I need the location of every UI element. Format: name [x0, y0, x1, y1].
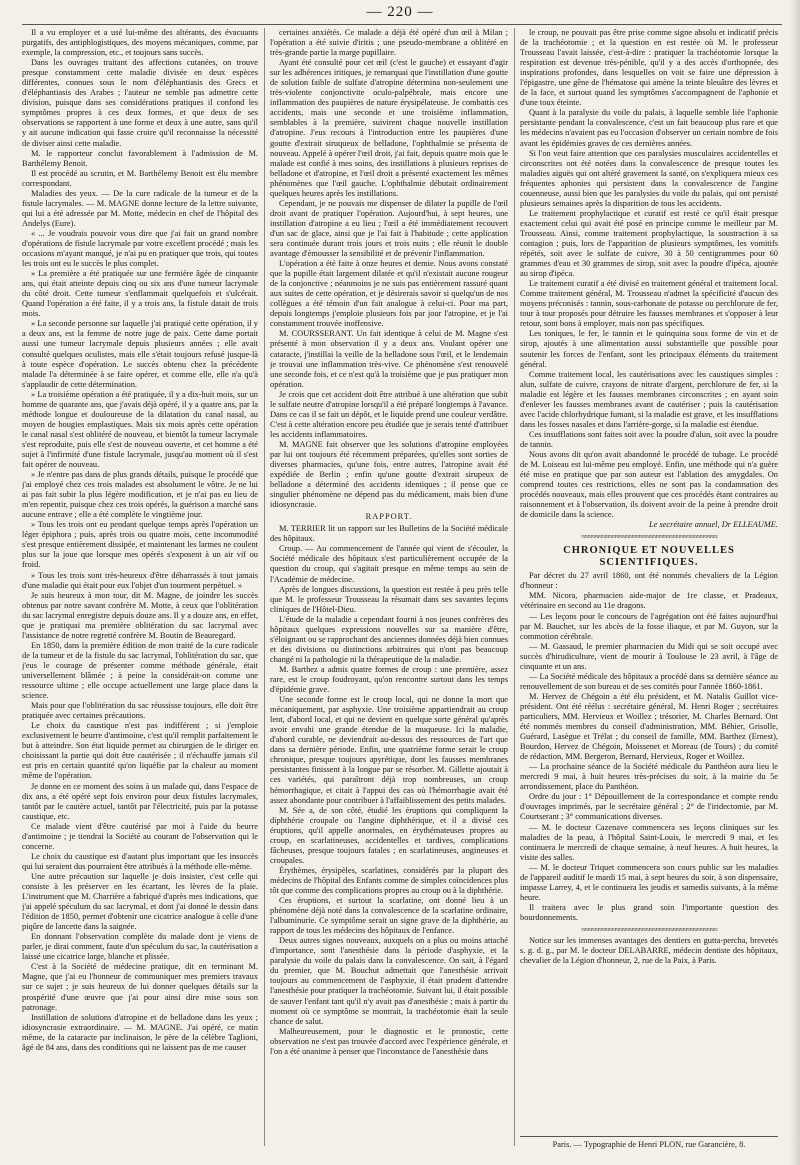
decorative-divider: ≈≈≈≈≈≈≈≈≈≈≈≈≈≈≈≈≈≈≈≈≈≈≈≈≈≈≈≈≈≈≈≈≈≈≈≈≈≈≈≈ [581, 532, 717, 542]
paragraph: Quant à la paralysie du voile du palais, à laquelle semble liée l'aphonie persistante pendant la convalescence, c'est un fait beaucoup plus rare et que les médecins n'avaient pas eu l'occasion d'observer un certain nombre de fois avant les épidémies graves de ces dernières années. [520, 108, 778, 148]
paragraph: » Tous les trois sont très-heureux d'être débarrassés à tout jamais d'une maladie qui était pour eux l'objet d'un tourment perpétuel. » [22, 570, 258, 590]
paragraph: Ces insufflations sont faites soit avec la poudre d'alun, soit avec la poudre de tannin. [520, 429, 778, 449]
paragraph: Nous avons dit qu'on avait abandonné le procédé de tubage. Le procédé de M. Loiseau est lui-même peu employé. Enfin, une méthode qui n'a guère été mise en pratique que par son auteur est l'ablation des amygdales. On comprend toutes ces restrictions, elles ne sont pas la condamnation des procédés nouveaux, mais elles prouvent que ces procédés étant contraires au raisonnement et à l'observation, ils doivent avoir de la peine à prendre droit de domicile dans la science. [520, 449, 778, 520]
secretary-signature: Le secrétaire annuel, Dr ELLEAUME. [648, 520, 778, 530]
paragraph: L'opération a été faite à onze heures et demie. Nous avons constaté que la pupille était largement dilatée et qu'il n'existait aucune rougeur de la conjonctive ; néanmoins je ne suis pas entièrement rassuré quant aux suites de cette opération, et je désirerais savoir si quelqu'un de nos collègues a été témoin d'un fait analogue à celui-ci. Pour ma part, depuis longtemps j'emploie plusieurs fois par jour l'atropine, et je l'ai constamment trouvée inoffensive. [270, 259, 508, 329]
paragraph: Il est procédé au scrutin, et M. Barthélemy Benoit est élu membre correspondant. [22, 168, 258, 188]
page-edge-shadow [790, 0, 800, 1165]
paragraph: — La prochaine séance de la Société médicale du Panthéon aura lieu le mercredi 9 mai, à huit heures très-précises du soir, à la mairie du 5e arrondissement, place du Panthéon. [520, 762, 778, 792]
paragraph: Une autre précaution sur laquelle je dois insister, c'est celle qui consiste à les préserver en les écartant, les lèvres de la plaie. L'instrument que M. Charrière a fabriqué d'après mes indications, que j'ai appelé spéculum du sac lacrymal, et dont j'ai donné le dessin dans l'édition de 1850, permet d'obtenir une cicatrice analogue à celle d'une piqûre de lancette dans la saignée. [22, 871, 258, 932]
paragraph: Le choix du caustique est d'autant plus important que les insuccès qui lui seraient dus pourraient être attribués à la méthode elle-même. [22, 851, 258, 871]
rapport-heading: RAPPORT. [365, 512, 413, 522]
paragraph: M. Sée a, de son côté, étudié les éruptions qui compliquent la diphthérie croupale ou l'angine diphthérique, et il a divisé ces éruptions, qu'il appelle anormales, en érythémateuses propres au croup, en scarlatineuses, accidentelles et tardives, complications fâcheuses, presque toujours fatales ; en scarlatineuses, angineuses et croupales. [270, 805, 508, 865]
paragraph: » Je n'entre pas dans de plus grands détails, puisque le procédé que j'ai employé chez ces trois malades est absolument le vôtre. Je ne lui ai pas fait subir la plus légère modification, et je n'ai pas eu lieu de m'en repentir, puisque chez ces trois opérés, la guérison a marché sans aucune entrave ; elle a été complète le vingtième jour. [22, 470, 258, 520]
section-heading-paragraph: Instillation de solutions d'atropine et de belladone dans les yeux ; idiosyncrasie extraordinaire. — M. MAGNE. J'ai opéré, ce matin même, de la cataracte par inclinaison, le père de la célèbre Taglioni, âgé de 84 ans, dans des conditions qui ne laissent pas de me causer [22, 1012, 258, 1052]
paragraph: Il traitera avec le plus grand soin l'importante question des bourdonnements. [520, 902, 778, 922]
page-number: — 220 — [366, 4, 434, 20]
paragraph: — M. le docteur Triquet commencera son cours public sur les maladies de l'appareil auditif le mardi 15 mai, à sept heures du soir, à son dispensaire, impasse Larrey, 4, et le continuera les jeudis et samedis suivants, à la même heure. [520, 862, 778, 902]
paragraph: Malheureusement, pour le diagnostic et le pronostic, cette observation ne s'est pas trouvée d'accord avec l'expérience générale, et l'on a été unanime à penser que l'inconstance de l'anesthésie dans [270, 1026, 508, 1056]
column-separator [514, 28, 515, 1146]
paragraph: — La Société médicale des hôpitaux a procédé dans sa dernière séance au renouvellement de son bureau et de ses comités pour l'année 1860-1861. [520, 671, 778, 691]
paragraph: « ... Je voudrais pouvoir vous dire que j'ai fait un grand nombre d'opérations de fistule lacrymale par votre excellent procédé ; mais les occasions m'ayant manqué, je n'ai pu en pratiquer que trois, qui toutes les trois ont eu le succès le plus complet. [22, 228, 258, 269]
section-heading-paragraph: Croup. — Au commencement de l'année qui vient de s'écouler, la Société médicale des hôpitaux s'est particulièrement occupée de la question du croup, qui s'agitait presque en même temps au sein de l'Académie de médecine. [270, 544, 508, 584]
paragraph: Dans les ouvrages traitant des affections cutanées, on trouve presque constamment cette maladie divisée en deux espèces différentes, connues sous le nom d'éléphantiasis des Grecs et d'éléphantiasis des Arabes ; l'auteur ne semble pas admettre cette division, puisque dans ses considérations pratiques il confond les symptômes propres à ces deux formes, et que deux de ses observations se rapportent à une forme et deux à une autre, sans qu'il y ait aucune indication qui fasse croire qu'il reconnaisse la nécessité de diviser ainsi cette maladie. [22, 58, 258, 148]
paragraph: Cependant, je ne pouvais me dispenser de dilater la pupille de l'œil droit avant de pratiquer l'opération. Aujourd'hui, à sept heures, une instillation d'atropine a eu lieu ; l'œil a été immédiatement recouvert d'un sac de glace, ainsi que je l'ai fait à l'habitude ; cette application sera continuée durant trois jours et trois nuits ; elle réunit le double avantage d'émousser la sensibilité et de prévenir l'inflammation. [270, 198, 508, 259]
paragraph: Érythèmes, érysipèles, scarlatines, considérés par la plupart des médecins de l'hôpital des Enfants comme de simples coïncidences plus tôt que comme des complications propres au croup ou à la diphthérie. [270, 865, 508, 895]
section-heading-paragraph: Maladies des yeux. — De la cure radicale de la tumeur et de la fistule lacrymales. — M. MAGNE donne lecture de la lettre suivante, qui lui a été adressée par M. Motte, médecin en chef de l'hôpital des Andelys (Eure). [22, 188, 258, 228]
paragraph: » La première a été pratiquée sur une fermière âgée de cinquante ans, qui était atteinte depuis cinq ou six ans d'une tumeur lacrymale du côté droit. Cette tumeur s'enflammait quelquefois et s'ulcérait. Quand l'opération a été faite, il y a trois ans, la fistule datait de trois mois. [22, 269, 258, 319]
paragraph: Je donne en ce moment des soins à un malade qui, dans l'espace de dix ans, a été opéré sept fois environ pour deux fistules lacrymales, tantôt par le cautère actuel, tantôt par l'électricité, puis par la potasse caustique, etc. [22, 781, 258, 821]
paragraph: Comme traitement local, les cautérisations avec les caustiques simples : alun, sulfate de cuivre, crayons de nitrate d'argent, perchlorure de fer, si la maladie est légère et les fausses membranes circonscrites ; en ayant soin d'enlever les fausses membranes avant de cautériser ; puis la cautérisation avec l'acide chlorhydrique fumant, si la maladie est grave, et les insufflations dans les fosses nasales et dans l'arrière-gorge, si la maladie est étendue. [520, 369, 778, 429]
paragraph: C'est à la Société de médecine pratique, dit en terminant M. Magne, que j'ai eu l'honneur de communiquer mes premiers travaux sur ce sujet ; je suis heureux de lui donner quelques détails sur la prospérité d'une œuvre que j'ai pour ainsi dire mise sous son patronage. [22, 962, 258, 1012]
paragraph: En 1850, dans la première édition de mon traité de la cure radicale de la tumeur et de la fistule du sac lacrymal, l'oblitération du sac, que j'eus le courage de présenter comme méthode générale, était universellement blâmée ; à peine la considérait-on comme une ressource ultime ; elle occupe actuellement une large place dans la science. [22, 640, 258, 701]
paragraph: » La seconde personne sur laquelle j'ai pratiqué cette opération, il y a deux ans, est la femme de notre juge de paix. Cette dame portait aussi une tumeur lacrymale depuis plusieurs années ; elle avait consulté quelques oculistes, mais elle s'était toujours refusé jusque-là à toute espèce d'opération. Le succès obtenu chez la précédente malade l'a déterminée à se faire opérer, et comme elle, elle n'a qu'à s'applaudir de cette détermination. [22, 319, 258, 389]
paragraph: M. TERRIER lit un rapport sur les Bulletins de la Société médicale des hôpitaux. [270, 524, 508, 544]
paragraph: Deux autres signes nouveaux, auxquels on a plus ou moins attaché d'importance, sont l'anesthésie dans la période d'asphyxie, et la paralysie du voile du palais dans la convalescence. On sait, à l'égard du premier, que M. Bouchut admettait que l'anesthésie arrivait toujours au commencement de l'asphyxie, il était prudent d'attendre l'anesthésie pour pratiquer la trachéotomie. Suivant lui, il était possible de sauver l'enfant tant qu'il n'y avait pas d'anesthésie ; mais à partir du moment où ce symptôme se montrait, la trachéotomie était la seule chance de salut. [270, 936, 508, 1026]
paragraph: Le traitement curatif a été divisé en traitement général et traitement local. Comme traitement général, M. Trousseau n'admet la spécificité d'aucun des moyens préconisés : tannin, sous-carbonate de potasse ou perchlorure de fer, tour à tour proposés pour détruire les fausses membranes et s'opposer à leur retour, sont bons à employer, mais non pas spécifiques. [520, 279, 778, 329]
column-right [520, 28, 778, 1146]
paragraph: Les toniques, le fer, le tannin et le quinquina sous forme de vin et de sirop, ajoutés à une alimentation aussi substantielle que possible pour soutenir les forces de l'enfant, sont les principaux éléments du traitement général. [520, 329, 778, 369]
paragraph: » La troisième opération a été pratiquée, il y a dix-huit mois, sur un homme de quarante ans, que j'avais déjà opéré, il y a quatre ans, par la méthode longue et douloureuse de la dilatation du canal nasal, au moyen de bougies emplastiques. Mais six mois après cette opération le canal nasal s'est oblitéré de nouveau, et bientôt la tumeur lacrymale s'est reproduite, puis elle s'est de nouveau ouverte, et cet homme a été sujet à l'infirmité d'une fistule lacrymale, jusqu'au moment où il s'est fait opérer de nouveau. [22, 389, 258, 470]
paragraph: Le choix du caustique n'est pas indifférent ; si j'emploie exclusivement le beurre d'antimoine, c'est qu'il remplit parfaitement le but à atteindre. Son état liquide permet au chirurgien de le diriger en choisissant la partie qui doit être cautérisée ; il n'échauffe jamais s'il est pris en certain quantité qu'on liquéfie par la chaleur au moment même de l'opération. [22, 721, 258, 781]
paragraph: Mais pour que l'oblitération du sac réussisse toujours, elle doit être pratiquée avec certaines précautions. [22, 701, 258, 721]
paragraph: — M. Gassaud, le premier pharmacien du Midi qui se soit occupé avec succès d'hirudiculture, vient de mourir à Toulouse le 23 avril, à l'âge de cinquante et un ans. [520, 641, 778, 671]
paragraph: M. Barthez a admis quatre formes de croup : une première, assez rare, est le croup foudroyant, qu'on rencontre surtout dans les temps d'épidémie grave. [270, 664, 508, 695]
paragraph: Après de longues discussions, la question est restée à peu près telle que M. le professeur Trousseau la résumait dans ses savantes leçons cliniques de l'Hôtel-Dieu. [270, 584, 508, 614]
imprint-rule [520, 1136, 778, 1137]
paragraph: Ce malade vient d'être cautérisé par moi à l'aide du beurre d'antimoine ; je tiendrai la Société au courant de l'observation qui le concerne. [22, 821, 258, 851]
paragraph: le croup, ne pouvait pas être prise comme signe absolu et indicatif précis de la trachéotomie ; et la question en est restée où M. le professeur Trousseau l'avait laissée, c'est-à-dire : pratiquer la trachéotomie lorsque la respiration est devenue très-pénible, qu'il y a des accès d'orthopnée, des inspirations profondes, dans lesquelles on voit se faire une dépression à l'épigastre, une gêne de l'hématose qui amène la teinte bleuâtre des lèvres et de la face, et surtout quand les symptômes s'accompagnent de l'aphonie et d'une toux éteinte. [520, 28, 778, 108]
header-rule [22, 24, 782, 25]
paragraph: Ces éruptions, et surtout la scarlatine, ont donné lieu à un phénomène déjà noté dans la convalescence de la scarlatine ordinaire, l'albuminurie. Ce symptôme serait un signe grave de la diphthérie, au rapport de tous les médecins des hôpitaux de l'enfance. [270, 896, 508, 936]
advertisement-notice: Notice sur les immenses avantages des dentiers en gutta-percha, brevetés s. g. d. g., par M. le docteur DELABARRE, médecin dentiste des hôpitaux, chevalier de la Légion d'honneur, 2, rue de la Paix, à Paris. [520, 935, 778, 966]
paragraph: M. COURSSERANT. Un fait identique à celui de M. Magne s'est présenté à mon observation il y a deux ans. Voulant opérer une cataracte, j'instillai la veille de la belladone sous l'œil, et le lendemain je trouvai une inflammation très-vive. Ce phénomène s'est renouvelé une seconde fois, et ce n'est qu'à la troisième que je pus pratiquer mon opération. [270, 329, 508, 389]
decorative-divider: ≈≈≈≈≈≈≈≈≈≈≈≈≈≈≈≈≈≈≈≈≈≈≈≈≈≈≈≈≈≈≈≈≈≈≈≈≈≈≈≈ [581, 924, 717, 934]
paragraph: — M. le docteur Cazenave commencera ses leçons cliniques sur les maladies de la peau, à l'hôpital Saint-Louis, le mercredi 9 mai, et les continuera le mercredi de chaque semaine, à neuf heures. A huit heures, la visite des salles. [520, 822, 778, 862]
paragraph: Je crois que cet accident doit être attribué à une altération que subit le sulfate neutre d'atropine lorsqu'il a été préparé longtemps à l'avance. Dans ce cas il se fait un dépôt, et le liquide prend une couleur verdâtre. C'est à cette altération encore peu étudiée que je serais tenté d'attribuer les accidents inflammatoires. [270, 389, 508, 439]
chronicle-title: CHRONIQUE ET NOUVELLES SCIENTIFIQUES. [563, 545, 735, 569]
paragraph: M. Hervez de Chégoin a été élu président, et M. Natalis Guillot vice-président. Ont été réélus : secrétaire général, M. Henri Roger ; secrétaires particuliers, MM. Hervieux et Woillez ; trésorier, M. Charles Bernard. Ont été nommés membres du conseil d'administration, MM. Béhier, Grisolle, Guérard, Lasègue et Trélat ; du conseil de famille, MM. Barthez (Ernest), Bourdon, Hervez de Chégoin, Moissenet et Moreau (de Tours) ; du comité de rédaction, MM. Bergeron, Bernard, Hervieux, Roger et Woillez. [520, 691, 778, 762]
paragraph: certaines anxiétés. Ce malade a déjà été opéré d'un œil à Milan ; l'opération a été suivie d'iritis ; une pseudo-membrane a oblitéré en très-grande partie la marge pupillaire. [270, 28, 508, 58]
paragraph: Le traitement prophylactique et curatif est resté ce qu'il était presque exactement celui qui avait été posé en principe comme le meilleur par M. Trousseau. Ainsi, comme traitement prophylactique, la soustraction à sa contagion ; puis, lors de l'apparition de plusieurs symptômes, les vomitifs répétés, soit avec le sulfate de cuivre, 30 à 50 centigrammes pour 60 grammes d'eau et 30 grammes de sirop, soit avec la poudre d'ipéca, ajoutée au sirop d'ipéca. [520, 208, 778, 279]
printer-imprint: Paris. — Typographie de Henri PLON, rue Garancière, 8. [552, 1140, 746, 1149]
paragraph: » Tous les trois ont eu pendant quelque temps après l'opération un léger épiphora ; puis, après trois ou quatre mois, cette incommodité s'est presque entièrement dissipée, et maintenant les larmes ne coulent plus sur la joue que lorsque mes opérés s'exposent à un air vif ou froid. [22, 520, 258, 570]
paragraph: Il a vu employer et a usé lui-même des altérants, des évacuants purgatifs, des antiphlogistiques, des moyens mécaniques, comme, par exemple, la compression, etc., et toujours sans succès. [22, 28, 258, 58]
paragraph: M. le rapporteur conclut favorablement à l'admission de M. Barthélemy Benoit. [22, 148, 258, 168]
paragraph: Ordre du jour : 1° Dépouillement de la correspondance et compte rendu d'ouvrages imprimés, par le secrétaire général ; 2° de l'iridectomie, par M. Courtserant ; 3° communications diverses. [520, 792, 778, 822]
paragraph: MM. Nicora, pharmacien aide-major de 1re classe, et Pradeaux, vétérinaire en second au 11e dragons. [520, 591, 778, 611]
column-left [22, 28, 258, 1146]
paragraph: Une seconde forme est le croup local, qui ne donne la mort que mécaniquement, par asphyxie. Une troisième appartiendrait au croup lent, d'abord local, et qui ne devient en quelque sorte général qu'après avoir envahi une grande étendue de la muqueuse. Ici la maladie, d'abord curable, ne deviendrait au-dessus des ressources de l'art que dans sa dernière période. Enfin, une quatrième forme serait le croup chronique, presque toujours apyrétique, dont les fausses membranes persistantes finissent à la longue par se résorber. M. Gillette ajoutait à ces variétés, qui paraîtront déjà trop nombreuses, un croup hémorrhagique, et citait à l'appui des cas où l'hémorrhagie avait été assez abondante pour contribuer à l'affaiblissement des petits malades. [270, 695, 508, 805]
column-middle [270, 28, 508, 1146]
paragraph: Par décret du 27 avril 1860, ont été nommés chevaliers de la Légion d'honneur : [520, 571, 778, 591]
paragraph: Si l'on veut faire attention que ces paralysies musculaires accidentelles et circonscrites ont été notées dans la convalescence de presque toutes les maladies aiguës qui ont altéré gravement la santé, on s'expliquera mieux ces fréquentes aphonies qui persistent dans la convalescence de l'angine couenneuse, aussi bien que les paralysies du voile du palais, qui ont persisté plusieurs semaines après la disparition de tous les accidents. [520, 148, 778, 208]
paragraph: En donnant l'observation complète du malade dont je viens de parler, je dirai comment, faute d'un spéculum du sac, la cautérisation a laissé une cicatrice large, blanche et plissée. [22, 932, 258, 962]
paragraph: Ayant été consulté pour cet œil (c'est le gauche) et essayant d'agir sur les adhérences iritiques, je remarquai que l'instillation d'une goutte de solution faible de sulfate d'atropine détermina non-seulement une très-violente conjonctivite oculo-palpébrale, mais encore une inflammation des paupières de nature érysipélateuse. Je combattis ces accidents, mais une seconde et une troisième inflammation, semblables à la première, suivirent chaque nouvelle instillation d'atropine. J'eus recours à l'introduction entre les paupières d'une goutte d'extrait siruqueux de belladone, l'ophthalmie se présenta de nouveau. Appelé à opérer l'œil droit, j'ai fait, depuis quatre mois que le malade est confié à mes soins, des instillations à plusieurs reprises de belladone et d'atropine, et l'œil droit a présenté exactement les mêmes phénomènes que l'œil gauche. L'ophthalmie débutait ordinairement quelques heures après les instillations. [270, 58, 508, 198]
paragraph: — Les leçons pour le concours de l'agrégation ont été faites aujourd'hui par M. Bauchet, sur les abcès de la fosse iliaque, et par M. Guyon, sur la commotion cérébrale. [520, 611, 778, 641]
paragraph: L'étude de la maladie a cependant fourni à nos jeunes confrères des hôpitaux quelques expressions nouvelles sur sa manière d'être, s'éloignant ou se rapprochant des anciennes données déjà bien connues et des divisions ou distinctions arbitraires qui n'ont pas beaucoup changé ni la pathologie ni la thérapeutique de la maladie. [270, 614, 508, 664]
paragraph: M. MAGNE fait observer que les solutions d'atropine employées par lui ont toujours été récemment préparées, qu'elles sont sorties de diverses pharmacies, qu'une fois, entre autres, l'atropine avait été expédiée de Berlin ; enfin qu'une goutte d'extrait sirupeux de belladone a déterminé des accidents identiques ; il pense que ce singulier phénomène ne dépend pas du médicament, mais bien d'une idiosyncrasie. [270, 439, 508, 510]
column-separator [264, 28, 265, 1146]
paragraph: Je suis heureux à mon tour, dit M. Magne, de joindre les succès obtenus par notre savant confrère M. Motte, à ceux que l'oblitération du sac lacrymal enregistre depuis douze ans. Il y a douze ans, en effet, que je pratiquai ma première oblitération du sac lacrymal avec l'assistance de notre regretté confrère M. Boutin de Beauregard. [22, 590, 258, 640]
